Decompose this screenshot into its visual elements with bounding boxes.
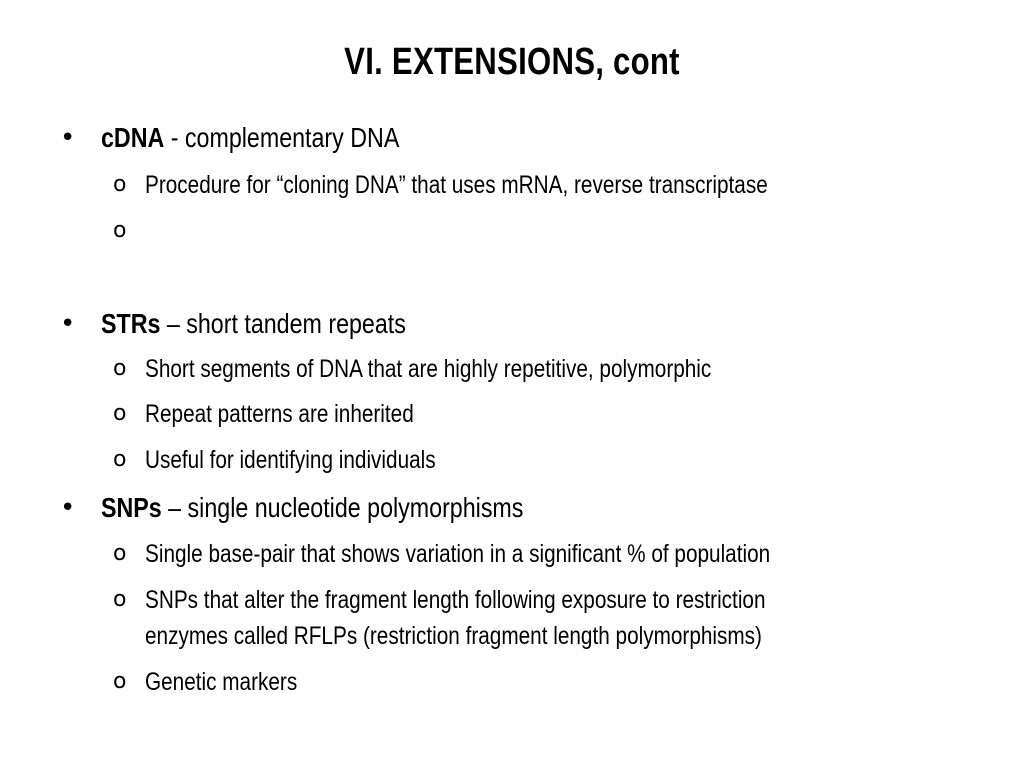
bullet-heading-cdna bbox=[101, 121, 399, 155]
sub-bullet-text: Single base-pair that shows variation in a significant % of population bbox=[145, 540, 771, 568]
bullet-term: SNPs bbox=[101, 492, 162, 523]
bullet-description: – single nucleotide polymorphisms bbox=[161, 492, 524, 523]
sub-bullet-marker: o bbox=[113, 172, 127, 197]
sub-bullet-marker: o bbox=[113, 669, 127, 694]
sub-bullet-text: SNPs that alter the fragment length following exposure to restriction bbox=[145, 586, 766, 614]
bullet-marker: • bbox=[60, 123, 76, 153]
bullet-term: cDNA bbox=[101, 122, 165, 153]
sub-bullet-marker: o bbox=[113, 356, 127, 381]
bullet-term: STRs bbox=[101, 308, 161, 339]
bullet-heading-strs bbox=[101, 307, 406, 341]
sub-bullet-text-continuation: enzymes called RFLPs (restriction fragment length polymorphisms) bbox=[145, 622, 762, 650]
sub-bullet-marker: o bbox=[113, 218, 127, 243]
sub-bullet-marker: o bbox=[113, 401, 127, 426]
sub-bullet-marker: o bbox=[113, 447, 127, 472]
sub-bullet-marker: o bbox=[113, 541, 127, 566]
sub-bullet-text: Short segments of DNA that are highly repetitive, polymorphic bbox=[145, 355, 712, 383]
bullet-marker: • bbox=[60, 493, 76, 523]
bullet-description: – short tandem repeats bbox=[160, 308, 406, 339]
slide-title: VI. EXTENSIONS, cont bbox=[344, 41, 680, 83]
sub-bullet-text: Useful for identifying individuals bbox=[145, 446, 436, 474]
bullet-description: - complementary DNA bbox=[164, 122, 400, 153]
sub-bullet-text: Repeat patterns are inherited bbox=[145, 400, 414, 428]
bullet-marker: • bbox=[60, 309, 76, 339]
bullet-heading-snps bbox=[101, 491, 523, 525]
sub-bullet-marker: o bbox=[113, 587, 127, 612]
sub-bullet-text: Genetic markers bbox=[145, 668, 298, 696]
sub-bullet-text: Procedure for “cloning DNA” that uses mRNA, reverse transcriptase bbox=[145, 171, 768, 199]
